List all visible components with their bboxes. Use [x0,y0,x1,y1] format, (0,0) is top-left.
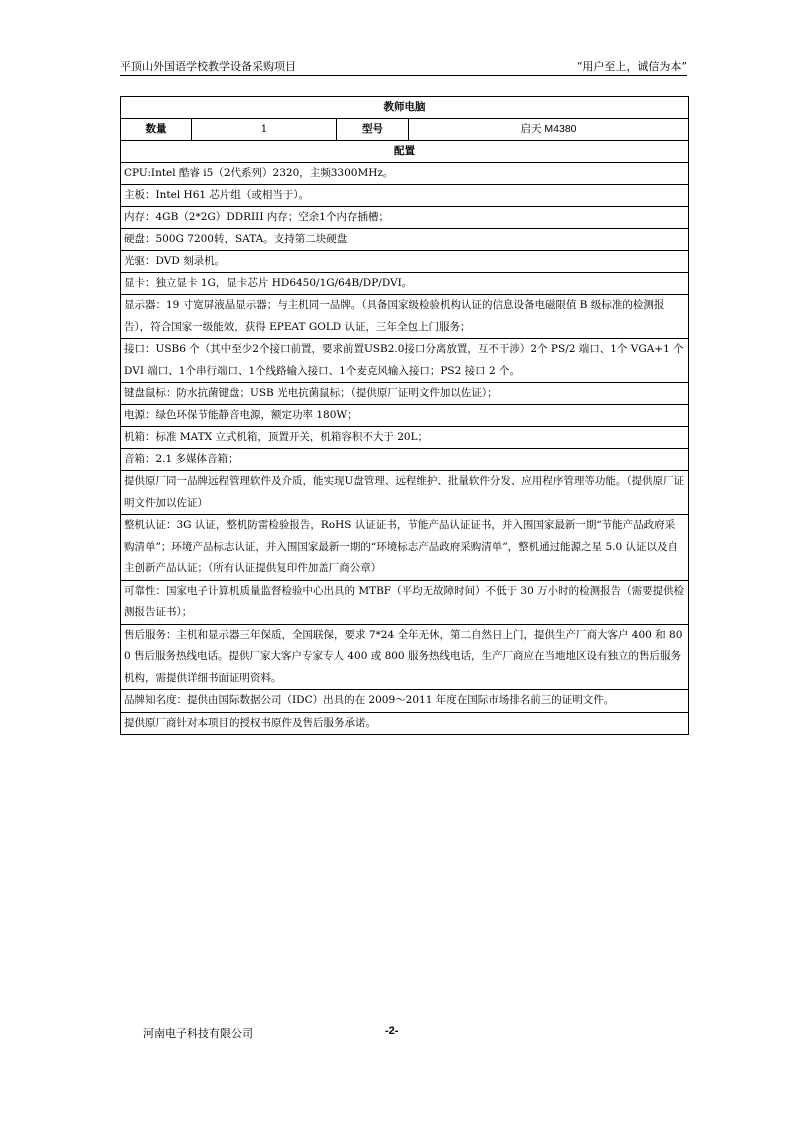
spec-speakers: 音箱：2.1 多媒体音箱； [121,449,689,471]
spec-certification: 整机认证：3G 认证，整机防雷检验报告，RoHS 认证证书，节能产品认证证书，并入围国家最新一期“节能产品政府采购清单”；环境产品标志认证，并入围国家最新一期的“环境标志产品政府采购清单”，整机通过能源之星 5.0 认证以及自主创新产品认证；（所有认证提供复印件加盖厂商公章） [121,515,689,581]
spec-interfaces: 接口：USB6 个（其中至少2个接口前置，要求前置USB2.0接口分离放置，互不干涉）2个 PS/2 端口、1个 VGA+1 个 DVI 端口、1个串行端口、1个线路输入接口、1个麦克风输入接口；PS2 接口 2 个。 [121,339,689,383]
quantity-label: 数量 [121,119,192,141]
table-row [121,690,689,713]
quantity-value: 1 [192,119,337,141]
page-header [120,57,687,76]
header-motto: “用户至上，诚信为本” [576,60,687,73]
table-row [121,624,689,690]
spec-power: 电源：绿色环保节能静音电源，额定功率 180W； [121,405,689,427]
spec-chassis: 机箱：标准 MATX 立式机箱，顶置开关，机箱容积不大于 20L； [121,427,689,449]
config-label: 配置 [121,141,689,163]
spec-cpu: CPU:Intel 酷睿 i5（2代系列）2320，主频3300MHz。 [121,163,689,185]
table-row [121,295,689,339]
spec-reliability: 可靠性：国家电子计算机质量监督检验中心出具的 MTBF（平均无故障时间）不低于 30 万小时的检测报告（需要提供检测报告证书）； [121,580,689,624]
spec-motherboard: 主板：Intel H61 芯片组（或相当于）。 [121,185,689,207]
config-header-row [121,141,689,163]
table-row [121,427,689,449]
table-row [121,339,689,383]
spec-graphics: 显卡：独立显卡 1G，显卡芯片 HD6450/1G/64B/DP/DVI。 [121,273,689,295]
table-row [121,207,689,229]
spec-after-sales: 售后服务：主机和显示器三年保质，全国联保，要求 7*24 全年无休，第二自然日上门，提供生产厂商大客户 400 和 800 售后服务热线电话。提供厂家大客户专家专人 400 或 800 服务热线电话，生产厂商应在当地地区设有独立的售后服务机构，需提供详细书面证明资料。 [121,624,689,690]
table-row [121,449,689,471]
spec-table [120,96,689,735]
table-row [121,471,689,515]
spec-memory: 内存：4GB（2*2G）DDRIII 内存；空余1个内存插槽； [121,207,689,229]
spec-harddisk: 硬盘：500G 7200转，SATA。支持第二块硬盘 [121,229,689,251]
table-title: 教师电脑 [121,97,689,119]
table-row [121,273,689,295]
table-row [121,405,689,427]
company-name: 河南电子科技有限公司 [143,1027,253,1040]
table-row [121,163,689,185]
table-row [121,712,689,734]
spec-authorization: 提供原厂商针对本项目的授权书原件及售后服务承诺。 [121,712,689,734]
table-row [121,251,689,273]
spec-monitor: 显示器：19 寸宽屏液晶显示器；与主机同一品牌。（具备国家级检验机构认证的信息设备电磁限值 B 级标准的检测报告），符合国家一级能效，获得 EPEAT GOLD 认证，三年全包上门服务； [121,295,689,339]
model-value: 启天 M4380 [409,119,689,141]
table-row [121,580,689,624]
table-row [121,515,689,581]
model-label: 型号 [337,119,409,141]
table-row [121,229,689,251]
spec-remote-management: 提供原厂同一品牌远程管理软件及介质，能实现U盘管理、远程维护、批量软件分发、应用程序管理等功能。（提供原厂证明文件加以佐证） [121,471,689,515]
table-title-row [121,97,689,119]
project-title: 平顶山外国语学校教学设备采购项目 [120,60,296,73]
page-number: -2- [385,1025,399,1037]
spec-optical-drive: 光驱：DVD 刻录机。 [121,251,689,273]
spec-keyboard-mouse: 键盘鼠标：防水抗菌键盘；USB 光电抗菌鼠标；（提供原厂证明文件加以佐证）； [121,383,689,405]
quantity-model-row [121,119,689,141]
spec-brand-recognition: 品牌知名度：提供由国际数据公司（IDC）出具的在 2009～2011 年度在国际市场排名前三的证明文件。 [121,690,689,713]
table-row [121,383,689,405]
table-row [121,185,689,207]
